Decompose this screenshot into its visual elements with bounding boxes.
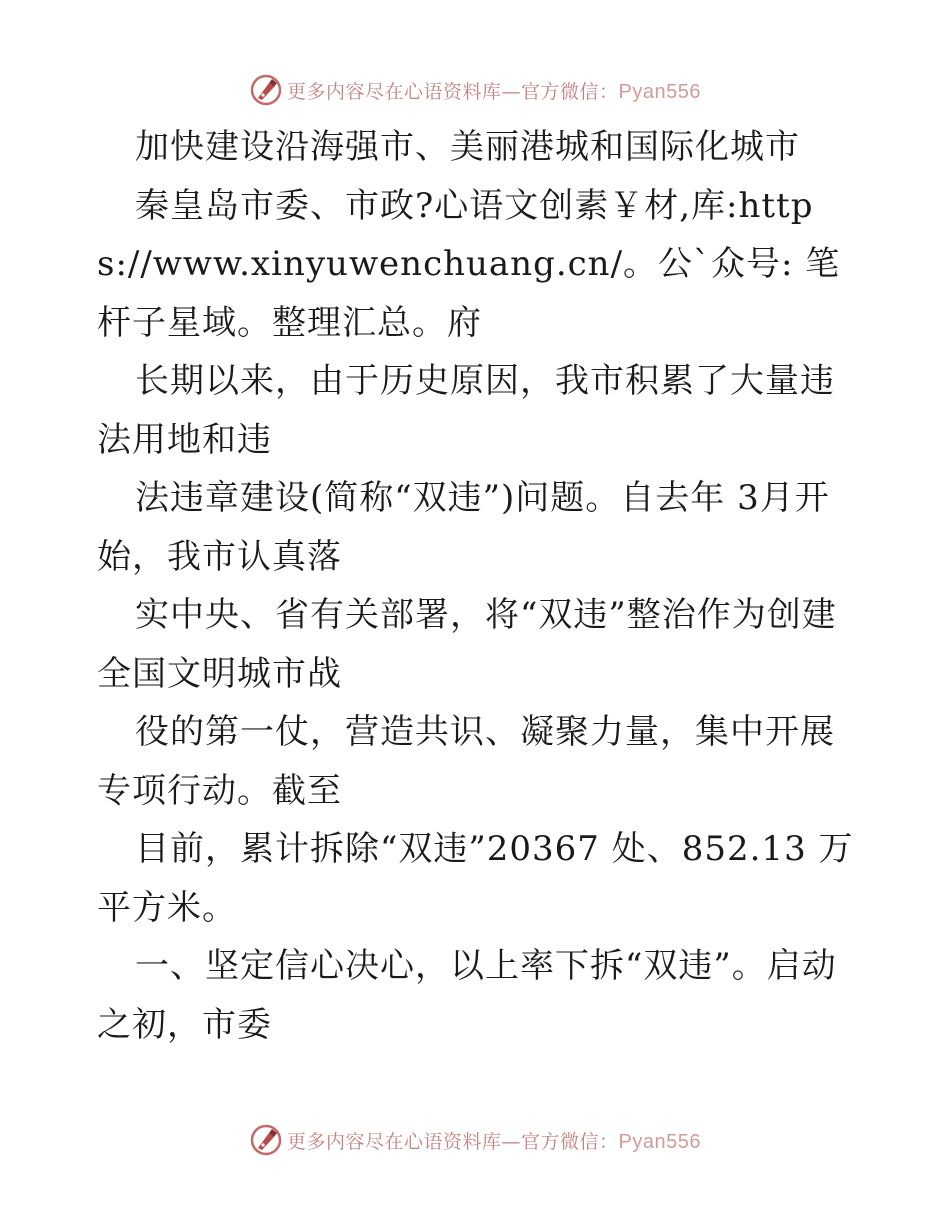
paragraph: 秦皇岛市委、市政?心语文创素￥材,库:https://www.xinyuwenchuang.cn/。公`众号: 笔杆子星域。整理汇总。府 xyxy=(97,185,841,343)
watermark-text: 更多内容尽在心语资料库—官方微信：Pyan556 xyxy=(287,1130,701,1153)
paragraph: 目前，累计拆除“双违”20367 处、852.13 万平方米。 xyxy=(97,829,854,928)
paragraph: 实中央、省有关部署，将“双违”整治作为创建全国文明城市战 xyxy=(97,595,837,694)
paragraph: 一、坚定信心决心，以上率下拆“双违”。启动之初，市委 xyxy=(97,946,837,1045)
paragraph-title: 加快建设沿海强市、美丽港城和国际化城市 xyxy=(135,127,800,167)
paragraph: 役的第一仗，营造共识、凝聚力量，集中开展专项行动。截至 xyxy=(97,712,835,811)
watermark-text: 更多内容尽在心语资料库—官方微信：Pyan556 xyxy=(287,80,701,103)
watermark-wechat-id: Pyan556 xyxy=(618,1130,701,1153)
watermark-wechat-id: Pyan556 xyxy=(618,80,701,103)
header-watermark xyxy=(0,70,950,110)
pen-nib-logo-icon xyxy=(249,1123,283,1157)
document-body xyxy=(97,118,867,1054)
pen-nib-logo-icon xyxy=(249,73,283,107)
paragraph: 长期以来，由于历史原因，我市积累了大量违法用地和违 xyxy=(97,361,835,460)
paragraph: 法违章建设(简称“双违”)问题。自去年 3月开始，我市认真落 xyxy=(97,478,830,577)
footer-watermark xyxy=(0,1120,950,1160)
